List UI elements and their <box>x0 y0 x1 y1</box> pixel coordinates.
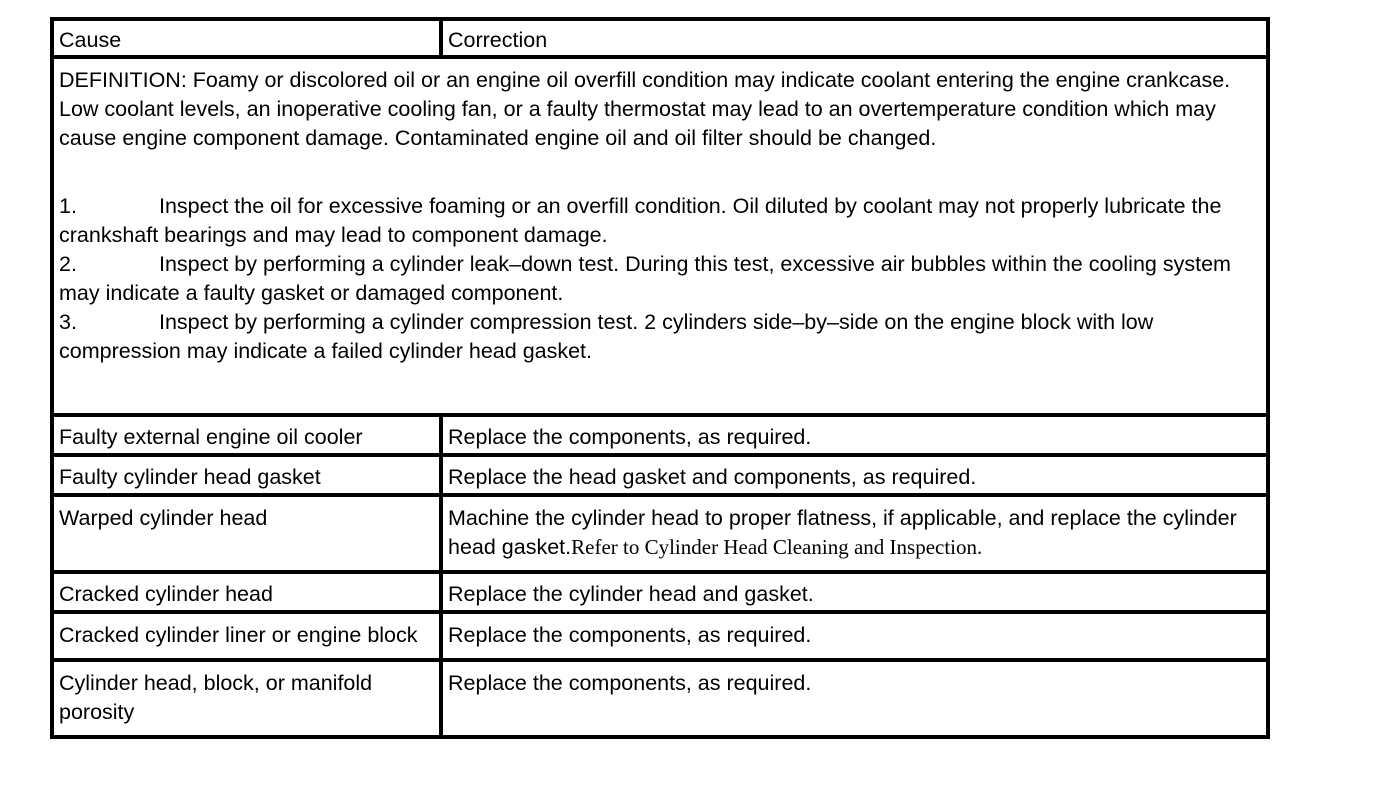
header-cause: Cause <box>52 19 441 57</box>
cause-cell: Cylinder head, block, or manifold porosity <box>52 660 441 737</box>
definition-bottom-spacer <box>59 366 1261 405</box>
correction-cell: Replace the head gasket and components, as required. <box>441 455 1268 495</box>
table-row <box>52 572 1268 612</box>
table-row <box>52 660 1268 737</box>
correction-cell: Replace the components, as required. <box>441 612 1268 660</box>
step-2 <box>59 250 1261 308</box>
table-row <box>52 415 1268 455</box>
header-row <box>52 19 1268 57</box>
step-number: 3. <box>59 310 77 334</box>
table-row <box>52 495 1268 572</box>
correction-cell: Replace the cylinder head and gasket. <box>441 572 1268 612</box>
header-correction: Correction <box>441 19 1268 57</box>
definition-spacer <box>59 153 1261 192</box>
table-row <box>52 612 1268 660</box>
step-text: Inspect the oil for excessive foaming or an overfill condition. Oil diluted by coolant may not properly lubricate the crankshaft bearings and may lead to component damage. <box>59 194 1222 247</box>
step-3 <box>59 308 1261 366</box>
correction-cell <box>441 495 1268 572</box>
correction-text: Machine the cylinder head to proper flatness, if applicable, and replace the cylinder head gasket. <box>448 506 1237 559</box>
definition-cell <box>52 57 1268 415</box>
definition-text: DEFINITION: Foamy or discolored oil or an engine oil overfill condition may indicate coolant entering the engine crankcase. Low coolant levels, an inoperative cooling fan, or a faulty thermostat may lead to an overtemperature condition which may cause engine component damage. Contaminated engine oil and oil filter should be changed. <box>59 68 1231 150</box>
cause-cell: Faulty external engine oil cooler <box>52 415 441 455</box>
correction-cell: Replace the components, as required. <box>441 660 1268 737</box>
step-number: 1. <box>59 194 77 218</box>
cause-cell: Warped cylinder head <box>52 495 441 572</box>
step-text: Inspect by performing a cylinder leak–down test. During this test, excessive air bubbles within the cooling system may indicate a faulty gasket or damaged component. <box>59 252 1231 305</box>
step-number: 2. <box>59 252 77 276</box>
step-text: Inspect by performing a cylinder compression test. 2 cylinders side–by–side on the engine block with low compression may indicate a failed cylinder head gasket. <box>59 310 1154 363</box>
step-1 <box>59 192 1261 250</box>
cause-cell: Cracked cylinder liner or engine block <box>52 612 441 660</box>
definition-row <box>52 57 1268 415</box>
cause-cell: Cracked cylinder head <box>52 572 441 612</box>
diagnostic-table <box>50 17 1270 739</box>
correction-cell: Replace the components, as required. <box>441 415 1268 455</box>
reference-link[interactable]: Refer to Cylinder Head Cleaning and Inspection. <box>571 535 983 559</box>
table-row <box>52 455 1268 495</box>
cause-cell: Faulty cylinder head gasket <box>52 455 441 495</box>
